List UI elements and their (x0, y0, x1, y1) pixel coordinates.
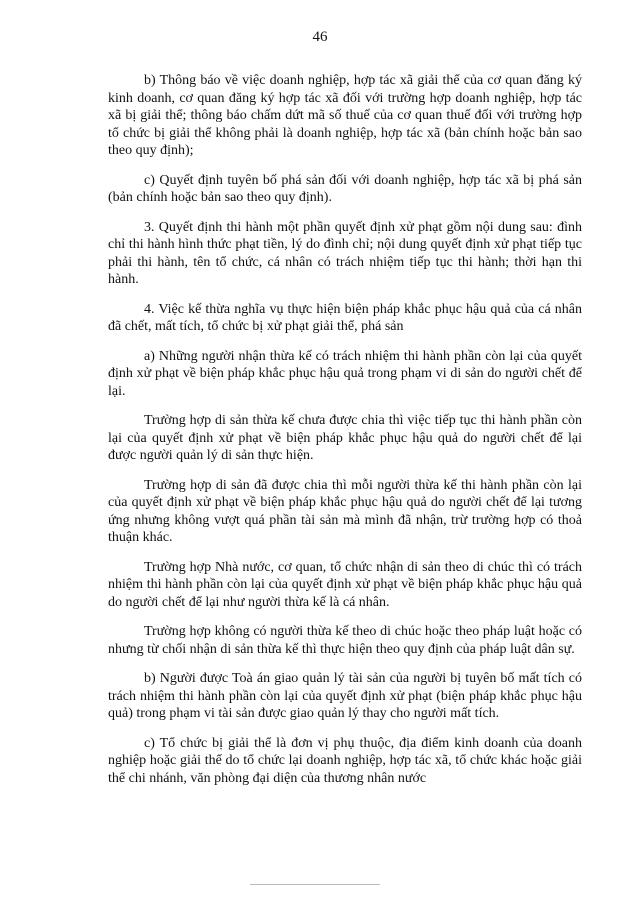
page-bottom-divider (250, 884, 380, 885)
paragraph: c) Tổ chức bị giải thể là đơn vị phụ thuộc, địa điểm kinh doanh của doanh nghiệp hoặc giải thể do tổ chức lại doanh nghiệp, hợp tác xã, tổ chức khác hoặc giải thể chi nhánh, văn phòng đại diện của thương nhân nước (108, 735, 582, 786)
paragraph: b) Thông báo về việc doanh nghiệp, hợp tác xã giải thể của cơ quan đăng ký kinh doanh, cơ quan đăng ký hợp tác xã đối với trường hợp doanh nghiệp, hợp tác xã bị giải thể; thông báo chấm dứt mã số thuế của cơ quan thuế đối với trường hợp tổ chức bị giải thể không phải là doanh nghiệp, hợp tác xã (bản chính hoặc bản sao theo quy định); (108, 73, 582, 158)
paragraph: Trường hợp không có người thừa kế theo di chúc hoặc theo pháp luật hoặc có nhưng từ chối nhận di sản thừa kế thì thực hiện theo quy định của pháp luật dân sự. (108, 624, 582, 657)
document-body (108, 72, 582, 799)
paragraph: Trường hợp di sản thừa kế chưa được chia thì việc tiếp tục thi hành phần còn lại của quyết định xử phạt về biện pháp khắc phục hậu quả do người chết để lại được người quản lý di sản thực hiện. (108, 413, 582, 463)
paragraph: 3. Quyết định thi hành một phần quyết định xử phạt gồm nội dung sau: đình chỉ thi hành hình thức phạt tiền, lý do đình chỉ; nội dung quyết định xử phạt tiếp tục phải thi hành, tên tổ chức, cá nhân có trách nhiệm tiếp tục thi hành; thời hạn thi hành. (108, 219, 582, 287)
paragraph: c) Quyết định tuyên bố phá sản đối với doanh nghiệp, hợp tác xã bị phá sản (bản chính hoặc bản sao theo quy định). (108, 172, 582, 205)
paragraph: b) Người được Toà án giao quản lý tài sản của người bị tuyên bố mất tích có trách nhiệm thi hành phần còn lại của quyết định xử phạt (biện pháp khắc phục hậu quả) trong phạm vi tài sản được giao quản lý thay cho người mất tích. (108, 671, 582, 721)
paragraph: 4. Việc kế thừa nghĩa vụ thực hiện biện pháp khắc phục hậu quả của cá nhân đã chết, mất tích, tổ chức bị xử phạt giải thể, phá sản (108, 301, 582, 334)
paragraph: Trường hợp di sản đã được chia thì mỗi người thừa kế thi hành phần còn lại của quyết định xử phạt về biện pháp khắc phục hậu quả do người chết để lại tương ứng nhưng không vượt quá phần tài sản mà mình đã nhận, trừ trường hợp có thoả thuận khác. (108, 477, 582, 545)
paragraph: a) Những người nhận thừa kế có trách nhiệm thi hành phần còn lại của quyết định xử phạt về biện pháp khắc phục hậu quả trong phạm vi di sản do người chết để lại. (108, 348, 582, 399)
paragraph: Trường hợp Nhà nước, cơ quan, tổ chức nhận di sản theo di chúc thì có trách nhiệm thi hành phần còn lại của quyết định xử phạt về biện pháp khắc phục hậu quả do người chết để lại như người thừa kế là cá nhân. (108, 559, 582, 610)
page-number: 46 (312, 29, 328, 45)
